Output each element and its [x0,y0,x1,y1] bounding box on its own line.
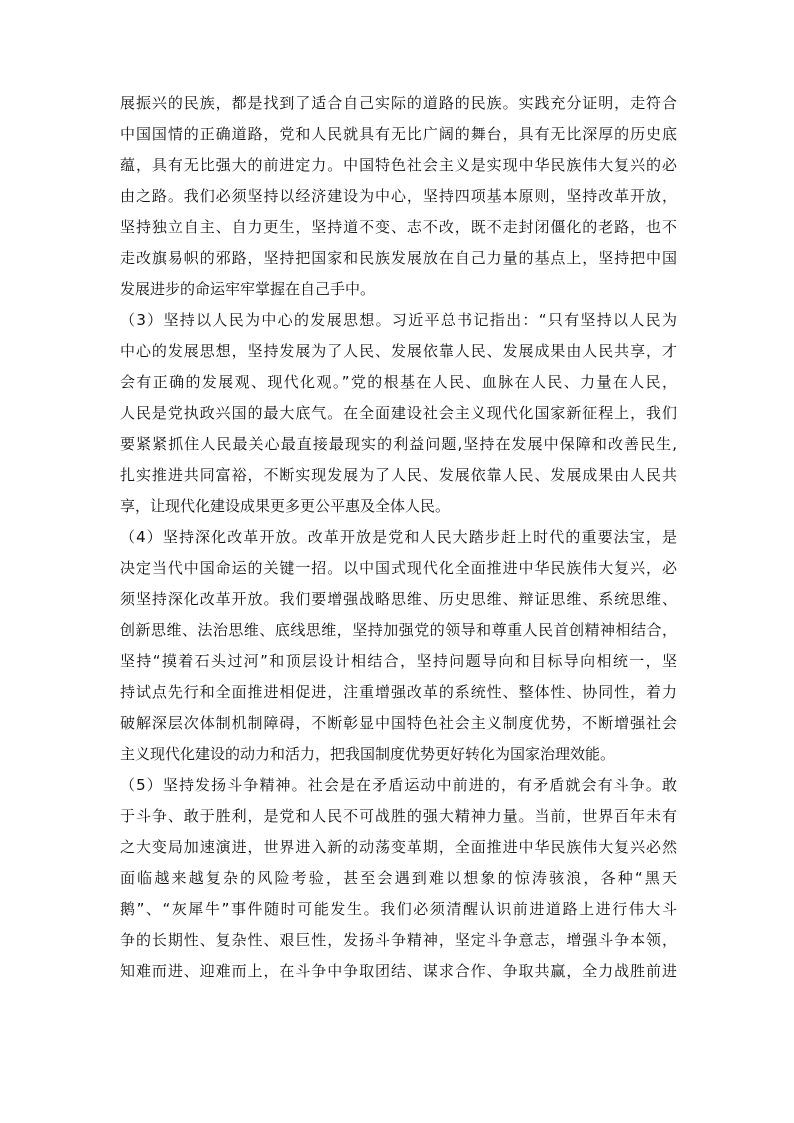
text-line: 会有正确的发展观、现代化观。”党的根基在人民、血脉在人民、力量在人民， [120,373,677,391]
text-line: 蕴，具有无比强大的前进定力。中国特色社会主义是实现中华民族伟大复兴的必 [120,156,677,174]
text-line: 享，让现代化建设成果更多更公平惠及全体人民。 [120,497,451,515]
text-line: 由之路。我们必须坚持以经济建设为中心，坚持四项基本原则，坚持改革开放， [120,187,677,205]
paragraph-reform-opening [120,522,677,770]
text-line: 中心的发展思想，坚持发展为了人民、发展依靠人民、发展成果由人民共享，才 [120,342,677,360]
text-line: 中国国情的正确道路，党和人民就具有无比广阔的舞台，具有无比深厚的历史底 [120,125,677,143]
text-line: 之大变局加速演进，世界进入新的动荡变革期，全面推进中华民族伟大复兴必然 [120,838,677,856]
paragraph-struggle-spirit [120,770,677,987]
text-line: 主义现代化建设的动力和活力，把我国制度优势更好转化为国家治理效能。 [120,745,616,763]
text-line: 争的长期性、复杂性、艰巨性，发扬斗争精神，坚定斗争意志，增强斗争本领， [120,931,677,949]
text-line: 走改旗易帜的邪路，坚持把国家和民族发展放在自己力量的基点上，坚持把中国 [120,249,677,267]
text-line: 展振兴的民族，都是找到了适合自己实际的道路的民族。实践充分证明，走符合 [120,94,677,112]
text-line: 于斗争、敢于胜利，是党和人民不可战胜的强大精神力量。当前，世界百年未有 [120,807,677,825]
text-line: （3）坚持以人民为中心的发展思想。习近平总书记指出：“只有坚持以人民为 [120,311,677,329]
text-line: 知难而进、迎难而上，在斗争中争取团结、谋求合作、争取共赢，全力战胜前进 [120,962,677,980]
paragraph-people-centered [120,305,677,522]
text-line: 鹅”、“灰犀牛”事件随时可能发生。我们必须清醒认识前进道路上进行伟大斗 [120,900,677,918]
text-line: （5）坚持发扬斗争精神。社会是在矛盾运动中前进的，有矛盾就会有斗争。敢 [120,776,677,794]
document-page [120,88,677,987]
text-line: 坚持独立自主、自力更生，坚持道不变、志不改，既不走封闭僵化的老路，也不 [120,218,677,236]
text-line: （4）坚持深化改革开放。改革开放是党和人民大踏步赶上时代的重要法宝，是 [120,528,677,546]
text-line: 人民是党执政兴国的最大底气。在全面建设社会主义现代化国家新征程上，我们 [120,404,677,422]
text-line: 破解深层次体制机制障碍，不断彰显中国特色社会主义制度优势，不断增强社会 [120,714,677,732]
text-line: 扎实推进共同富裕，不断实现发展为了人民、发展依靠人民、发展成果由人民共 [120,466,677,484]
text-line: 持试点先行和全面推进相促进，注重增强改革的系统性、整体性、协同性，着力 [120,683,677,701]
text-line: 须坚持深化改革开放。我们要增强战略思维、历史思维、辩证思维、系统思维、 [120,590,677,608]
paragraph-path [120,88,677,305]
text-line: 要紧紧抓住人民最关心最直接最现实的利益问题,坚持在发展中保障和改善民生, [120,435,677,453]
text-line: 发展进步的命运牢牢掌握在自己手中。 [120,280,376,298]
text-line: 决定当代中国命运的关键一招。以中国式现代化全面推进中华民族伟大复兴，必 [120,559,677,577]
text-line: 创新思维、法治思维、底线思维，坚持加强党的领导和尊重人民首创精神相结合， [120,621,677,639]
text-line: 面临越来越复杂的风险考验，甚至会遇到难以想象的惊涛骇浪，各种“黑天 [120,869,677,887]
text-line: 坚持“摸着石头过河”和顶层设计相结合，坚持问题导向和目标导向相统一，坚 [120,652,677,670]
